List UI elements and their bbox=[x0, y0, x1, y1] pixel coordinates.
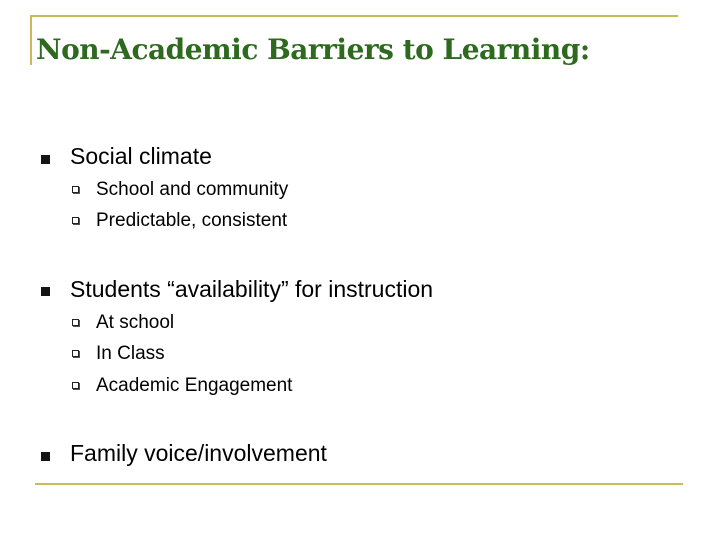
slide-title: Non-Academic Barriers to Learning: bbox=[36, 33, 590, 66]
subitem-school-community: School and community bbox=[96, 179, 289, 200]
bottom-rule bbox=[35, 483, 683, 485]
hollow-square-bullet-icon bbox=[72, 217, 79, 224]
bullet-family-voice: Family voice/involvement bbox=[70, 440, 327, 466]
subitem-academic-engagement: Academic Engagement bbox=[96, 375, 293, 396]
hollow-square-bullet-icon bbox=[72, 186, 79, 193]
square-bullet-icon bbox=[41, 155, 50, 164]
subitem-at-school: At school bbox=[96, 312, 175, 333]
square-bullet-icon bbox=[41, 287, 50, 296]
hollow-square-bullet-icon bbox=[72, 382, 79, 389]
top-rule bbox=[30, 15, 678, 17]
left-rule bbox=[30, 15, 32, 65]
bullet-students-availability: Students “availability” for instruction bbox=[70, 276, 434, 302]
bullet-social-climate: Social climate bbox=[70, 143, 212, 169]
hollow-square-bullet-icon bbox=[72, 350, 79, 357]
subitem-in-class: In Class bbox=[96, 343, 165, 364]
hollow-square-bullet-icon bbox=[72, 319, 79, 326]
subitem-predictable-consistent: Predictable, consistent bbox=[96, 210, 288, 231]
square-bullet-icon bbox=[41, 452, 50, 461]
